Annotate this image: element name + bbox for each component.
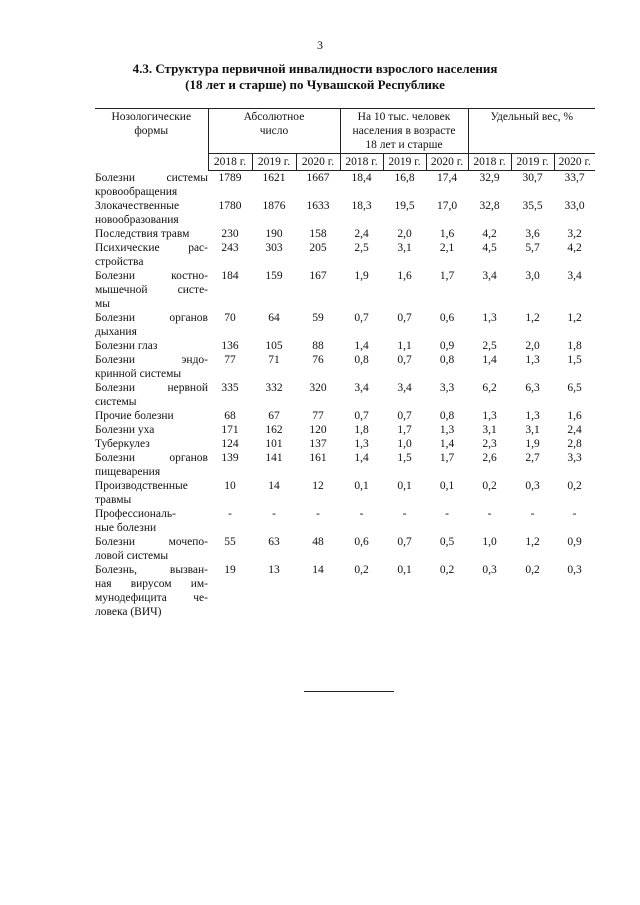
row-name [95,381,208,409]
row-name [95,437,208,451]
value-cell: 124 [221,437,239,450]
value-cell: 12 [312,479,324,492]
value-cell: 184 [221,269,239,282]
value-cell: 2,8 [567,437,582,450]
value-cell: 10 [224,479,236,492]
row-name-line: новообразования [95,213,179,226]
value-cell: 332 [265,381,283,394]
page-title [95,61,535,93]
row-name-line: Болезни эндо- [95,353,208,366]
table-row [95,171,595,199]
value-cell: 2,4 [354,227,369,240]
value-cell: 6,3 [525,381,540,394]
value-cell: 0,7 [397,353,412,366]
value-cell: 303 [265,241,283,254]
value-cell: 0,2 [525,563,540,576]
value-cell: 1876 [262,199,286,212]
value-cell: - [487,507,492,520]
value-cell: 1,3 [482,311,497,324]
value-cell: 1,6 [439,227,455,240]
row-name-line: ловека (ВИЧ) [95,605,162,618]
value-cell: 1,0 [482,535,497,548]
value-cell: 76 [312,353,324,366]
table-body [95,171,595,619]
value-cell: 0,1 [439,479,455,492]
table-row [95,479,595,507]
value-cell: 1780 [218,199,242,212]
value-cell: 5,7 [525,241,540,254]
row-name-line: Болезни уха [95,423,155,436]
value-cell: 1,4 [354,339,369,352]
value-cell: 167 [309,269,327,282]
row-name-line: Болезни органов [95,311,208,324]
table-row [95,423,595,437]
value-cell: 0,1 [397,479,412,492]
value-cell: 14 [312,563,324,576]
value-cell: 1,3 [354,437,369,450]
row-name-line: Болезни костно- [95,269,208,282]
value-cell: 0,6 [354,535,369,548]
value-cell: 18,4 [351,172,372,184]
value-cell: - [572,507,577,520]
value-cell: 3,4 [354,381,369,394]
table-row [95,227,595,241]
value-cell: - [359,507,364,520]
row-name-line: ловой системы [95,549,169,562]
value-cell: 1,4 [439,437,455,450]
value-cell: 59 [312,311,324,324]
row-name [95,311,208,339]
value-cell: 3,1 [525,423,540,436]
value-cell: 55 [224,535,236,548]
value-cell: 1,3 [525,353,540,366]
year-header: 2020 г. [554,154,595,171]
value-cell: 35,5 [522,199,543,212]
value-cell: 0,7 [397,409,412,422]
value-cell: 17,4 [436,172,458,184]
value-cell: 0,7 [354,409,369,422]
value-cell: 1,7 [397,423,412,436]
value-cell: 1,5 [567,353,582,366]
row-name [95,535,208,563]
row-name-line: ная вирусом им- [95,577,208,590]
year-header: 2018 г. [340,154,383,171]
header-forms: Нозологические формы [95,109,208,171]
value-cell: 17,0 [436,199,458,212]
table-row [95,241,595,269]
value-cell: 0,1 [397,563,412,576]
year-header: 2019 г. [252,154,296,171]
value-cell: 1,2 [525,311,540,324]
row-name-line: Болезни глаз [95,339,158,352]
year-header: 2018 г. [208,154,252,171]
value-cell: 0,2 [482,479,497,492]
value-cell: 1,7 [439,451,455,464]
value-cell: 3,6 [525,227,540,240]
value-cell: 159 [265,269,283,282]
value-cell: 4,2 [482,227,497,240]
value-cell: 0,5 [439,535,455,548]
row-name [95,423,208,437]
row-name [95,479,208,507]
value-cell: 70 [224,311,236,324]
value-cell: 16,8 [394,172,415,184]
row-name [95,199,208,227]
value-cell: 162 [265,423,283,436]
value-cell: 1,8 [567,339,582,352]
value-cell: - [402,507,407,520]
row-name-line: дыхания [95,325,137,338]
value-cell: 19,5 [394,199,415,212]
value-cell: 0,3 [567,563,582,576]
value-cell: 1789 [218,172,242,184]
value-cell: 0,7 [397,535,412,548]
row-name [95,171,208,199]
value-cell: - [445,507,449,520]
value-cell: 1,9 [525,437,540,450]
value-cell: 0,9 [567,535,582,548]
row-name-line: травмы [95,493,132,506]
value-cell: 0,2 [567,479,582,492]
year-header: 2018 г. [468,154,511,171]
value-cell: 205 [309,241,327,254]
value-cell: 1,2 [525,535,540,548]
value-cell: - [530,507,535,520]
header-absolute: Абсолютное число [208,109,340,154]
row-name-line: мы [95,297,111,310]
value-cell: 141 [265,451,283,464]
row-name-line: мышечной систе- [95,283,208,296]
value-cell: 6,5 [567,381,582,394]
value-cell: 1,9 [354,269,369,282]
row-name-line: Злокачественные [95,199,180,212]
value-cell: 18,3 [351,199,372,212]
table-row [95,535,595,563]
row-name [95,227,208,241]
value-cell: 33,0 [564,199,585,212]
value-cell: 68 [224,409,236,422]
row-name-line: кровообращения [95,185,178,198]
row-name-line: ные болезни [95,521,157,534]
value-cell: 0,8 [439,409,455,422]
value-cell: 33,7 [564,172,585,184]
value-cell: 3,3 [567,451,582,464]
value-cell: 2,1 [439,241,455,254]
value-cell: 4,2 [567,241,582,254]
row-name-line: пищеварения [95,465,161,478]
value-cell: 88 [312,339,324,352]
row-name-line: Болезни мочепо- [95,535,208,548]
page-number: 3 [317,38,323,52]
value-cell: 1,0 [397,437,412,450]
value-cell: 77 [312,409,324,422]
year-header: 2020 г. [296,154,340,171]
row-name-line: Производственные [95,479,188,492]
value-cell: 2,6 [482,451,497,464]
row-name-line: Профессиональ- [95,507,176,520]
table-row [95,339,595,353]
value-cell: 2,0 [525,339,540,352]
table-row [95,563,595,619]
row-name-line: Туберкулез [95,437,150,450]
value-cell: 1,6 [567,409,582,422]
value-cell: 2,5 [354,241,369,254]
row-name-line: Болезнь, вызван- [95,563,208,576]
value-cell: 67 [268,409,280,422]
value-cell: 137 [309,437,327,450]
row-name-line: Болезни органов [95,451,208,464]
value-cell: 0,3 [482,563,497,576]
value-cell: 0,7 [397,311,412,324]
row-name [95,269,208,311]
value-cell: 2,4 [567,423,582,436]
table-row [95,437,595,451]
row-name-line: Последствия травм [95,227,190,240]
value-cell: - [228,507,232,520]
row-name-line: стройства [95,255,144,268]
value-cell: 3,4 [397,381,412,394]
value-cell: 32,8 [479,199,500,212]
year-header: 2019 г. [511,154,554,171]
value-cell: 2,3 [482,437,497,450]
row-name-line: мунодефицита че- [95,591,208,604]
value-cell: 105 [265,339,283,352]
table-row [95,507,595,535]
row-name-line: Болезни нервной [95,381,208,394]
value-cell: 335 [221,381,239,394]
table-row [95,311,595,339]
value-cell: 230 [221,227,239,240]
value-cell: 0,2 [439,563,455,576]
value-cell: 19 [224,563,236,576]
value-cell: 1,7 [439,269,455,282]
row-name [95,241,208,269]
value-cell: 64 [268,311,280,324]
value-cell: 171 [221,423,239,436]
value-cell: 243 [221,241,239,254]
value-cell: 161 [309,451,327,464]
value-cell: 2,5 [482,339,497,352]
value-cell: 1,3 [482,409,497,422]
row-name [95,353,208,381]
value-cell: 3,3 [439,381,455,394]
table-row [95,269,595,311]
value-cell: 71 [268,353,280,366]
value-cell: 1,4 [354,451,369,464]
value-cell: 0,8 [354,353,369,366]
value-cell: 13 [268,563,280,576]
year-header: 2020 г. [426,154,468,171]
value-cell: 136 [221,339,239,352]
value-cell: 14 [268,479,280,492]
row-name-line: системы [95,395,137,408]
value-cell: 2,0 [397,227,412,240]
title-line-2: (18 лет и старше) по Чувашской Республике [185,77,445,92]
value-cell: 158 [309,227,327,240]
row-name [95,339,208,353]
value-cell: 0,3 [525,479,540,492]
value-cell: 2,7 [525,451,540,464]
value-cell: 190 [265,227,283,240]
value-cell: 6,2 [482,381,497,394]
value-cell: 3,1 [482,423,497,436]
value-cell: 1621 [262,172,286,184]
value-cell: - [316,507,320,520]
value-cell: 0,1 [354,479,369,492]
value-cell: 320 [309,381,327,394]
value-cell: 63 [268,535,280,548]
table-row [95,381,595,409]
row-name [95,451,208,479]
value-cell: 3,0 [525,269,540,282]
value-cell: - [272,507,276,520]
row-name-line: Прочие болезни [95,409,174,422]
value-cell: 0,9 [439,339,455,352]
value-cell: 1633 [306,199,330,212]
value-cell: 3,2 [567,227,582,240]
value-cell: 101 [265,437,283,450]
row-name [95,507,208,535]
value-cell: 4,5 [482,241,497,254]
value-cell: 0,6 [439,311,455,324]
value-cell: 3,1 [397,241,412,254]
table-header-row [95,109,595,154]
value-cell: 0,2 [354,563,369,576]
value-cell: 1,6 [397,269,412,282]
value-cell: 3,4 [482,269,497,282]
value-cell: 1,4 [482,353,497,366]
value-cell: 1,2 [567,311,582,324]
value-cell: 1667 [306,172,330,184]
value-cell: 1,5 [397,451,412,464]
table-row [95,353,595,381]
value-cell: 139 [221,451,239,464]
header-share: Удельный вес, % [468,109,595,154]
value-cell: 1,8 [354,423,369,436]
value-cell: 30,7 [522,172,543,184]
row-name [95,563,208,619]
table-row [95,199,595,227]
table-row [95,451,595,479]
row-name-line: Психические рас- [95,241,208,254]
value-cell: 77 [224,353,236,366]
value-cell: 120 [309,423,327,436]
value-cell: 3,4 [567,269,582,282]
row-name-line: кринной системы [95,367,182,380]
year-header: 2019 г. [383,154,426,171]
value-cell: 48 [312,535,324,548]
value-cell: 1,3 [525,409,540,422]
value-cell: 0,8 [439,353,455,366]
value-cell: 1,3 [439,423,455,436]
value-cell: 32,9 [479,172,500,184]
value-cell: 1,1 [397,339,412,352]
row-name-line: Болезни системы [95,171,208,184]
header-per-10k: На 10 тыс. человек населения в возрасте 18 лет и старше [340,109,468,154]
footer-rule [304,691,394,692]
disability-structure-table [95,108,595,619]
title-line-1: 4.3. Структура первичной инвалидности взрослого населения [132,61,498,76]
row-name [95,409,208,423]
table-row [95,409,595,423]
value-cell: 0,7 [354,311,369,324]
